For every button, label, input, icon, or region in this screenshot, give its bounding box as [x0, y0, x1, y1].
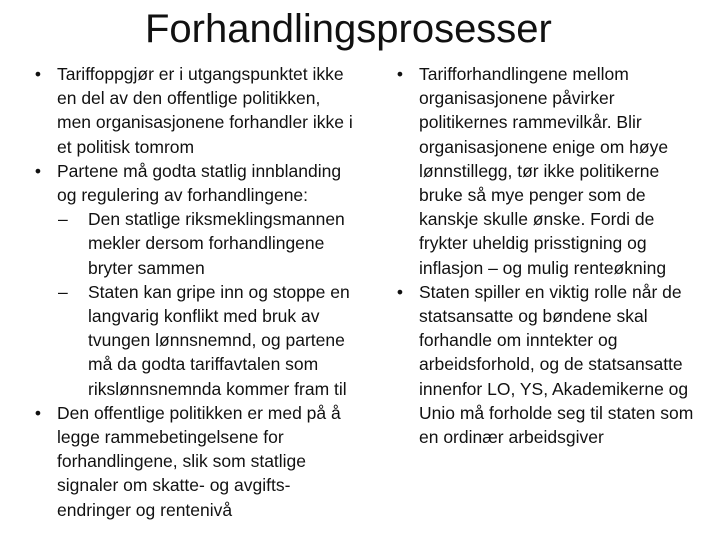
- text-line: statsansatte og bøndene skal: [419, 306, 648, 327]
- text-line: Den offentlige politikken er med på å: [57, 402, 341, 423]
- text-line: organisasjonene påvirker: [419, 88, 615, 109]
- right-column: [390, 62, 715, 449]
- text-line: Staten kan gripe inn og stoppe en: [88, 281, 350, 302]
- text-line: kanskje skulle ønske. Fordi de: [419, 209, 655, 230]
- text-line: Den statlige riksmeklingsmannen: [88, 209, 345, 230]
- bullet-text: [419, 280, 715, 449]
- slide-title: Forhandlingsprosesser: [145, 7, 552, 51]
- bullet-icon: •: [396, 281, 404, 302]
- text-line: arbeidsforhold, og de statsansatte: [419, 354, 683, 375]
- dash-icon: –: [58, 209, 68, 230]
- text-line: organisasjonene enige om høye: [419, 136, 669, 157]
- text-line: forhandle om inntekter og: [419, 330, 618, 351]
- text-line: legge rammebetingelsene for: [57, 427, 284, 448]
- bullet-item: [28, 62, 373, 159]
- text-line: endringer og rentenivå: [57, 499, 233, 520]
- text-line: tvungen lønnsnemnd, og partene: [88, 330, 345, 351]
- bullet-item: [28, 159, 373, 207]
- text-line: og regulering av forhandlingene:: [57, 185, 309, 206]
- text-line: Tarifforhandlingene mellom: [419, 64, 629, 84]
- text-line: bruke så mye penger som de: [419, 185, 646, 206]
- text-line: langvarig konflikt med bruk av: [88, 306, 320, 327]
- bullet-icon: •: [396, 64, 404, 84]
- text-line: Tariffoppgjør er i utgangspunktet ikke: [57, 64, 344, 84]
- text-line: innenfor LO, YS, Akademikerne og: [419, 378, 689, 399]
- bullet-icon: •: [34, 160, 42, 181]
- text-line: en ordinær arbeidsgiver: [419, 427, 604, 448]
- text-line: et politisk tomrom: [57, 136, 195, 157]
- text-line: må da godta tariffavtalen som: [88, 354, 319, 375]
- bullet-icon: •: [34, 64, 42, 84]
- bullet-text: [57, 401, 373, 522]
- text-line: rikslønnsnemnda kommer fram til: [88, 378, 347, 399]
- text-line: bryter sammen: [88, 257, 205, 278]
- dash-icon: –: [58, 281, 68, 302]
- text-line: frykter uheldig prisstigning og: [419, 233, 647, 254]
- text-line: Partene må godta statlig innblanding: [57, 160, 342, 181]
- bullet-icon: •: [34, 402, 42, 423]
- bullet-item: [390, 280, 715, 449]
- bullet-text: [419, 62, 715, 280]
- bullet-text: [57, 159, 373, 207]
- sub-bullet-item: [28, 207, 373, 280]
- text-line: Unio må forholde seg til staten som: [419, 402, 694, 423]
- left-column: [28, 62, 373, 522]
- text-line: politikernes rammevilkår. Blir: [419, 112, 642, 133]
- text-line: forhandlingene, slik som statlige: [57, 451, 307, 472]
- text-line: Staten spiller en viktig rolle når de: [419, 281, 682, 302]
- bullet-item: [28, 401, 373, 522]
- text-line: signaler om skatte- og avgifts-: [57, 475, 291, 496]
- sub-bullet-text: [88, 207, 373, 280]
- sub-bullet-item: [28, 280, 373, 401]
- text-line: mekler dersom forhandlingene: [88, 233, 325, 254]
- sub-bullet-text: [88, 280, 373, 401]
- text-line: en del av den offentlige politikken,: [57, 88, 321, 109]
- text-line: lønnstillegg, tør ikke politikerne: [419, 160, 660, 181]
- bullet-text: [57, 62, 373, 159]
- text-line: inflasjon – og mulig renteøkning: [419, 257, 667, 278]
- bullet-item: [390, 62, 715, 280]
- text-line: men organisasjonene forhandler ikke i: [57, 112, 353, 133]
